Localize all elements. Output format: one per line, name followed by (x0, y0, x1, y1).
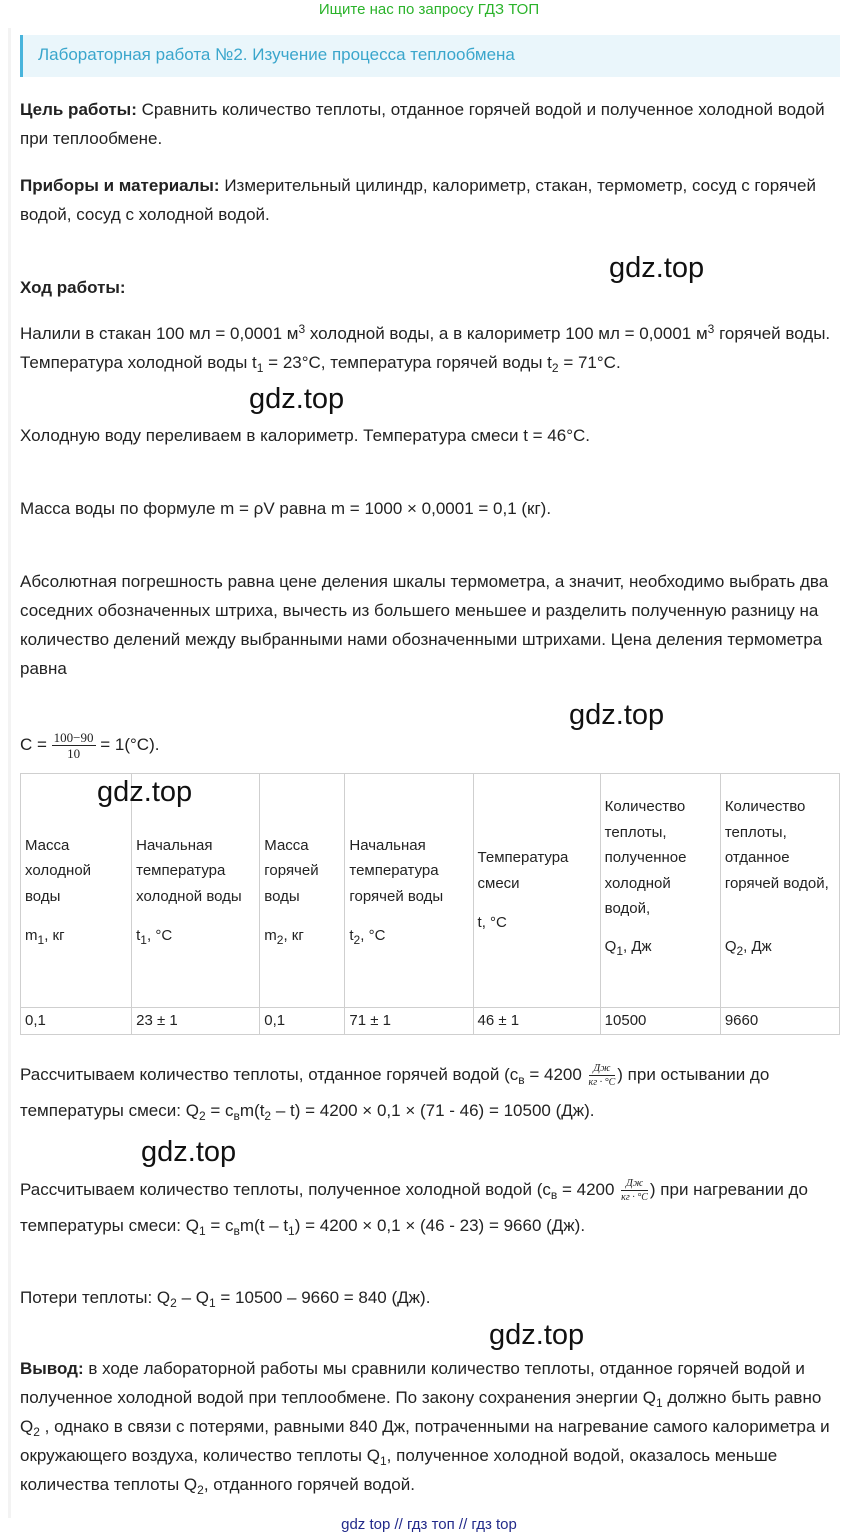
header-text: Количество теплоты, отданное горячей водой, (724, 798, 829, 892)
header-text: Начальная температура горячей воды (349, 836, 444, 905)
header-text: Температура смеси (477, 849, 569, 892)
watermark: gdz.top (97, 776, 193, 808)
text-fragment: горячей воды. Температура холодной воды t (20, 324, 831, 372)
subscript: 1 (655, 1396, 663, 1410)
text-fragment: холодной воды, а в калориметр 100 мл = 0,0001 м (305, 324, 708, 343)
procedure-heading (20, 273, 840, 302)
header-cell (345, 774, 473, 1008)
text-fragment: ) при нагревании до температуры смеси: Q (20, 1180, 808, 1235)
text-fragment: , однако в связи с потерями, равными 840 Дж, потраченными на нагревание самого калориметра и окружающего воздуха, количество теплоты Q (20, 1417, 830, 1465)
header-symbol (725, 934, 835, 960)
header-cell (473, 774, 600, 1008)
text-fragment: m(t (239, 1101, 265, 1120)
header-symbol (264, 923, 340, 949)
table-cell: 0,1 (260, 1008, 345, 1035)
symbol: Q (604, 938, 617, 955)
unit-denominator: кг · °C (621, 1192, 648, 1204)
symbol: Q (724, 938, 737, 955)
table-cell: 46 ± 1 (473, 1008, 600, 1035)
text-fragment: = 10500 – 9660 = 840 (Дж). (215, 1288, 431, 1307)
subscript: в (550, 1188, 558, 1202)
unit: , кг (283, 927, 304, 944)
superscript: 3 (298, 322, 306, 336)
unit: , °C (146, 927, 173, 944)
header-text: Начальная температура холодной воды (136, 836, 242, 905)
text-fragment: Налили в стакан 100 мл = 0,0001 м (20, 324, 299, 343)
header-symbol (136, 923, 255, 949)
symbol-subscript: 2 (353, 933, 361, 947)
lab-title-box (20, 35, 840, 77)
text-fragment: , полученное холодной водой, оказалось меньше количества теплоты Q (20, 1446, 778, 1494)
symbol-subscript: 2 (736, 944, 744, 958)
header-text: Количество теплоты, полученное холодной водой, (604, 798, 687, 917)
subscript: 2 (170, 1296, 177, 1310)
unit: , кг (44, 927, 65, 944)
goal-label: Цель работы: (20, 100, 137, 119)
header-cell (260, 774, 345, 1008)
symbol: t (477, 914, 482, 932)
header-text: Масса холодной воды (25, 836, 92, 905)
symbol-subscript: 1 (140, 933, 147, 947)
symbol-subscript: 2 (276, 933, 284, 947)
lab-title: Лабораторная работа №2. Изучение процесса теплообмена (38, 45, 515, 64)
text-fragment: – t) = 4200 × 0,1 × (71 - 46) = 10500 (Дж). (271, 1101, 595, 1120)
symbol-subscript: 1 (37, 933, 45, 947)
symbol: t (349, 927, 354, 944)
materials-paragraph (20, 171, 840, 229)
symbol: t (136, 927, 141, 944)
results-table (20, 773, 840, 1035)
paragraph-mixing: Холодную воду переливаем в калориметр. Температура смеси t = 46°C. (20, 426, 590, 445)
subscript: 1 (208, 1296, 216, 1310)
subscript: 2 (264, 1109, 272, 1123)
watermark: gdz.top (569, 699, 665, 731)
goal-paragraph (20, 95, 840, 153)
table-cell: 23 ± 1 (132, 1008, 260, 1035)
unit-numerator: Дж (589, 1062, 616, 1076)
table-row (21, 1008, 840, 1035)
goal-text: Сравнить количество теплоты, отданное горячей водой и полученное холодной водой при теплообмене. (20, 100, 825, 148)
watermark: gdz.top (489, 1319, 585, 1351)
header-symbol (478, 910, 596, 936)
paragraph-losses (20, 1283, 840, 1312)
subscript: 2 (551, 361, 559, 375)
unit-denominator: кг · °C (588, 1077, 616, 1089)
unit-fraction (589, 1062, 616, 1089)
table-cell: 10500 (600, 1008, 720, 1035)
header-cell (600, 774, 720, 1008)
paragraph-volumes (20, 319, 840, 377)
symbol-subscript: 1 (616, 944, 624, 958)
watermark: gdz.top (141, 1136, 237, 1168)
text-fragment: Рассчитываем количество теплоты, полученное холодной водой (c (20, 1180, 551, 1199)
table-cell: 71 ± 1 (345, 1008, 473, 1035)
formula-prefix: C = (20, 735, 52, 754)
subscript: в (233, 1224, 240, 1238)
fraction (52, 730, 96, 761)
paragraph-error: Абсолютная погрешность равна цене деления шкалы термометра, а значит, необходимо выбрать два соседних обозначенных штриха, вычесть из большего меньшее и разделить полученную разницу на количество делений между выбранными нами обозначенными штрихами. Цена деления термометра равна (20, 572, 829, 678)
header-text: Масса горячей воды (264, 836, 319, 905)
subscript: 2 (33, 1425, 40, 1439)
materials-text: Измерительный цилиндр, калориметр, стакан, термометр, сосуд с горячей водой, сосуд с холодной водой. (20, 176, 816, 224)
division-formula (20, 728, 840, 762)
text-fragment: = c (205, 1216, 234, 1235)
content-border (8, 28, 11, 1518)
fraction-numerator: 100−90 (53, 730, 94, 746)
text-fragment: m(t – t (239, 1216, 289, 1235)
unit-numerator: Дж (621, 1177, 648, 1191)
paragraph-heat-hot (20, 1057, 840, 1129)
superscript: 3 (707, 322, 715, 336)
fraction-denominator: 10 (67, 746, 81, 762)
paragraph-heat-cold (20, 1172, 840, 1244)
text-fragment: должно быть равно Q (20, 1388, 822, 1436)
symbol: m (25, 927, 38, 944)
subscript: 2 (198, 1109, 206, 1123)
symbol: m (264, 927, 277, 944)
text-fragment: = c (205, 1101, 234, 1120)
subscript: в (233, 1109, 240, 1123)
text-fragment: = 71°C. (558, 353, 621, 372)
watermark: gdz.top (249, 383, 345, 415)
text-fragment: ) = 4200 × 0,1 × (46 - 23) = 9660 (Дж). (294, 1216, 586, 1235)
watermark: gdz.top (609, 252, 705, 284)
header-cell (720, 774, 839, 1008)
subscript: 2 (197, 1483, 204, 1497)
unit: , Дж (623, 938, 652, 955)
subscript: 1 (379, 1454, 387, 1468)
text-fragment: = 23°C, температура горячей воды t (263, 353, 552, 372)
header-symbol (25, 923, 127, 949)
paragraph-mass: Масса воды по формуле m = ρV равна m = 1000 × 0,0001 = 0,1 (кг). (20, 499, 552, 518)
formula-suffix: = 1(°C). (95, 735, 160, 754)
top-banner: Ищите нас по запросу ГДЗ ТОП (318, 1, 540, 18)
text-fragment: = 4200 (524, 1065, 587, 1084)
subscript: 1 (288, 1224, 295, 1238)
unit: , °C (481, 914, 507, 932)
table-cell: 0,1 (21, 1008, 132, 1035)
text-fragment: ) при остывании до температуры смеси: Q (20, 1065, 770, 1120)
unit-fraction (621, 1177, 648, 1204)
subscript: 1 (256, 361, 264, 375)
materials-label: Приборы и материалы: (20, 176, 220, 195)
text-fragment: Рассчитываем количество теплоты, отданное горячей водой (c (20, 1065, 519, 1084)
unit: , Дж (743, 938, 772, 955)
text-fragment: = 4200 (557, 1180, 620, 1199)
table-cell: 9660 (720, 1008, 839, 1035)
subscript: 1 (198, 1224, 206, 1238)
text-fragment: – Q (176, 1288, 209, 1307)
procedure-heading-text: Ход работы: (20, 278, 126, 297)
text-fragment: Потери теплоты: Q (20, 1288, 171, 1307)
subscript: в (518, 1073, 525, 1087)
header-symbol (349, 923, 468, 949)
conclusion-paragraph (20, 1354, 840, 1499)
conclusion-label: Вывод: (20, 1359, 84, 1378)
footer-links[interactable]: gdz top // гдз топ // гдз top (341, 1516, 517, 1533)
unit: , °C (360, 927, 386, 944)
text-fragment: в ходе лабораторной работы мы сравнили количество теплоты, отданное горячей водой и полученное холодной водой при теплообмене. По закону сохранения энергии Q (20, 1359, 805, 1407)
text-fragment: , отданного горячей водой. (203, 1475, 415, 1494)
header-symbol (605, 934, 716, 960)
